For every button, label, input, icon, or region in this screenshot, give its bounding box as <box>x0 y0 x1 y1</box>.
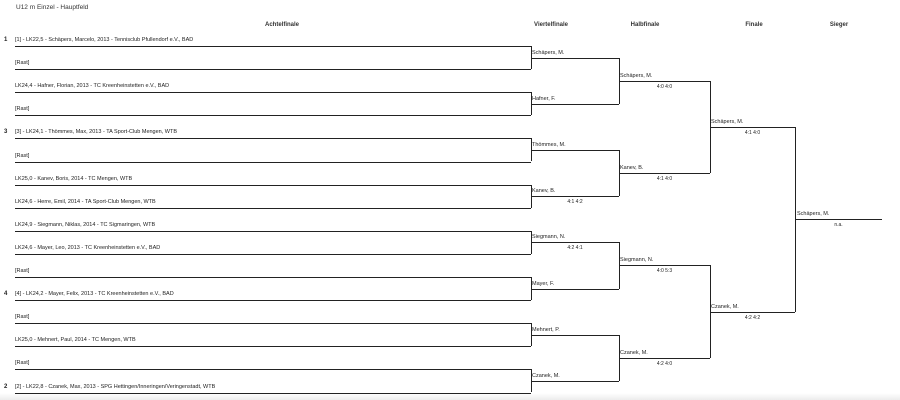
entry-label: LK24,4 - Hafner, Florian, 2013 - TC Kreenheinstetten e.V., BAD <box>15 83 170 90</box>
entry-label: [Rast] <box>15 60 30 67</box>
quarterfinal-line <box>531 242 619 243</box>
quarterfinal-line <box>531 104 619 105</box>
semifinal-score: 4:2 4:0 <box>656 360 673 367</box>
quarterfinal-line <box>531 335 619 336</box>
final-score: 4:1 4:0 <box>744 129 761 136</box>
entry-label: [Rast] <box>15 268 30 274</box>
winner-name: Schäpers, M. <box>797 211 830 218</box>
quarterfinal-line <box>531 150 619 151</box>
winner-score: n.a. <box>834 222 843 229</box>
entry-label: [Rast] <box>15 106 30 113</box>
entry-label: [4] - LK24,2 - Mayer, Felix, 2013 - TC Kreenheinstetten e.V., BAD <box>15 291 174 298</box>
entry-line <box>15 92 531 93</box>
round-header: Sieger <box>829 22 849 28</box>
final-line <box>710 312 795 313</box>
quarterfinal-line <box>531 196 619 197</box>
round-header: Halbfinale <box>630 22 660 28</box>
entry-line <box>15 185 531 186</box>
quarterfinal-score: 4:2 4:1 <box>567 245 583 252</box>
entry-line <box>15 231 531 232</box>
entry-label: LK25,0 - Kanev, Boris, 2014 - TC Mengen, WTB <box>15 175 133 182</box>
quarterfinal-name: Siegmann, N. <box>532 234 566 241</box>
entry-line <box>15 46 531 47</box>
semifinal-name: Siegmann, N. <box>620 257 654 264</box>
entry-line <box>15 115 531 116</box>
semifinal-line <box>619 173 710 174</box>
entry-line <box>15 346 531 347</box>
quarterfinal-line <box>531 381 619 382</box>
entry-label: [Rast] <box>15 152 30 159</box>
round-header: Viertelfinale <box>534 22 568 28</box>
seed-number: 1 <box>4 37 8 43</box>
quarterfinal-name: Mayer, F. <box>532 280 555 287</box>
entry-line <box>15 277 531 278</box>
final-name: Czanek, M. <box>711 303 739 310</box>
round-header: Finale <box>745 22 763 28</box>
entry-line <box>15 254 531 255</box>
quarterfinal-name: Hafner, F. <box>532 95 556 102</box>
final-name: Schäpers, M. <box>711 118 744 125</box>
final-score: 4:2 4:2 <box>744 314 761 321</box>
entry-line <box>15 162 531 163</box>
quarterfinal-name: Schäpers, M. <box>532 49 565 56</box>
entry-label: LK24,6 - Mayer, Leo, 2013 - TC Kreenheinstetten e.V., BAD <box>15 244 161 251</box>
semifinal-name: Czanek, M. <box>620 349 648 356</box>
entry-label: LK24,9 - Siegmann, Niklas, 2014 - TC Sigmaringen, WTB <box>15 221 156 228</box>
entry-line <box>15 208 531 209</box>
entry-label: [Rast] <box>15 314 30 321</box>
quarterfinal-line <box>531 58 619 59</box>
quarterfinal-score: 4:1 4:2 <box>567 199 583 206</box>
seed-number: 2 <box>4 383 8 390</box>
semifinal-name: Schäpers, M. <box>620 72 653 79</box>
final-line <box>710 127 795 128</box>
entry-label: [Rast] <box>15 360 30 367</box>
quarterfinal-line <box>531 289 619 290</box>
quarterfinal-name: Kanev, B. <box>532 188 556 195</box>
entry-line <box>15 369 531 370</box>
seed-number: 3 <box>4 129 8 136</box>
seed-number: 4 <box>4 291 8 298</box>
entry-label: LK24,6 - Herre, Emil, 2014 - TA Sport-Club Mengen, WTB <box>15 198 156 205</box>
entry-line <box>15 300 531 301</box>
quarterfinal-name: Thömmes, M. <box>532 141 566 148</box>
quarterfinal-name: Mehnert, P. <box>532 326 560 333</box>
page-title: U12 m Einzel - Hauptfeld <box>16 4 89 11</box>
semifinal-line <box>619 358 710 359</box>
entry-label: [1] - LK22,5 - Schäpers, Marcelo, 2013 - Tennisclub Pfullendorf e.V., BAD <box>15 37 194 43</box>
entry-line <box>15 69 531 70</box>
semifinal-name: Kanev, B. <box>620 165 644 172</box>
semifinal-score: 4:0 4:0 <box>656 83 673 90</box>
semifinal-score: 4:0 5:3 <box>656 268 673 275</box>
entry-label: [2] - LK22,8 - Czanek, Max, 2013 - SPG Hettingen/Inneringen/Veringenstadt, WTB <box>15 383 216 390</box>
semifinal-line <box>619 81 710 82</box>
entry-line <box>15 323 531 324</box>
round-header: Achtelfinale <box>264 22 299 28</box>
semifinal-line <box>619 265 710 266</box>
entry-label: [3] - LK24,1 - Thömmes, Max, 2013 - TA Sport-Club Mengen, WTB <box>15 129 178 136</box>
bottom-shadow <box>0 393 900 400</box>
entry-line <box>15 138 531 139</box>
entry-line <box>15 393 531 394</box>
entry-label: LK25,0 - Mehnert, Paul, 2014 - TC Mengen, WTB <box>15 337 136 344</box>
quarterfinal-name: Czanek, M. <box>532 372 560 379</box>
winner-line <box>795 219 882 220</box>
semifinal-score: 4:1 4:0 <box>656 176 673 183</box>
